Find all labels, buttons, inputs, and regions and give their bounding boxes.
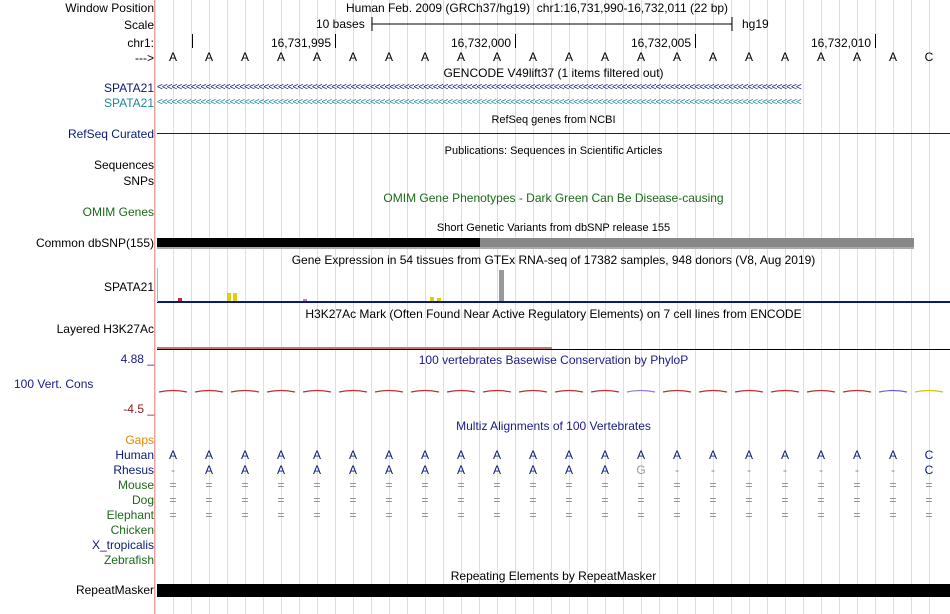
phylop-mark <box>159 391 187 393</box>
multiz-base: A <box>744 448 754 462</box>
chrom-tick-label: 16,732,010 <box>810 36 871 50</box>
multiz-base: = <box>781 493 789 507</box>
multiz-base: A <box>492 463 502 477</box>
multiz-base: A <box>528 448 538 462</box>
phylop-mark <box>411 391 439 393</box>
multiz-base: = <box>565 508 573 522</box>
phylop-mark <box>303 391 331 393</box>
multiz-base: - <box>711 463 715 477</box>
multiz-base: = <box>349 508 357 522</box>
multiz-base: A <box>816 448 826 462</box>
multiz-base: = <box>565 478 573 492</box>
multiz-base: = <box>745 493 753 507</box>
multiz-base: = <box>745 508 753 522</box>
multiz-base: A <box>708 448 718 462</box>
multiz-base: = <box>169 508 177 522</box>
base-letter[interactable]: A <box>708 50 718 64</box>
phylop-mark <box>879 391 907 393</box>
multiz-base: = <box>529 493 537 507</box>
gtex-bar[interactable] <box>437 298 441 301</box>
multiz-base: - <box>855 463 859 477</box>
multiz-base: A <box>492 448 502 462</box>
gencode-title: GENCODE V49lift37 (1 items filtered out) <box>443 66 664 80</box>
multiz-base: A <box>204 448 214 462</box>
base-letter[interactable]: A <box>600 50 610 64</box>
base-letter[interactable]: A <box>636 50 646 64</box>
base-letter[interactable]: A <box>816 50 826 64</box>
phylop-mark <box>735 391 763 393</box>
multiz-base: = <box>637 508 645 522</box>
multiz-base: = <box>349 478 357 492</box>
multiz-base: A <box>888 448 898 462</box>
base-letter[interactable]: A <box>384 50 394 64</box>
scale-label: Scale <box>123 18 154 32</box>
multiz-base: = <box>421 508 429 522</box>
multiz-base: = <box>817 478 825 492</box>
multiz-base: = <box>781 508 789 522</box>
multiz-base: = <box>529 508 537 522</box>
phylop-title: 100 vertebrates Basewise Conservation by PhyloP <box>418 353 689 367</box>
dbsnp-title: Short Genetic Variants from dbSNP release 155 <box>436 222 671 234</box>
refseq-title: RefSeq genes from NCBI <box>491 114 616 126</box>
gtex-bar[interactable] <box>303 299 307 301</box>
multiz-base: G <box>636 463 646 477</box>
base-letter[interactable]: A <box>888 50 898 64</box>
phylop-label[interactable]: 100 Vert. Cons <box>14 377 94 391</box>
phylop-mark <box>591 391 619 393</box>
multiz-base: = <box>529 478 537 492</box>
multiz-base: = <box>637 493 645 507</box>
chrom-label: chr1: <box>127 36 154 50</box>
refseq-track-line[interactable] <box>157 133 950 134</box>
h3k27ac-title: H3K27Ac Mark (Often Found Near Active Regulatory Elements) on 7 cell lines from ENCODE <box>305 307 802 321</box>
multiz-base: = <box>493 508 501 522</box>
phylop-mark <box>447 391 475 393</box>
multiz-base: = <box>889 493 897 507</box>
dbsnp-underline <box>157 247 914 249</box>
multiz-base: = <box>277 493 285 507</box>
assembly-name <box>346 1 728 15</box>
base-letter[interactable]: A <box>276 50 286 64</box>
gtex-bar[interactable] <box>233 293 237 301</box>
chrom-tick <box>695 34 696 48</box>
multiz-base: A <box>348 448 358 462</box>
multiz-base: A <box>276 463 286 477</box>
multiz-base: = <box>853 478 861 492</box>
multiz-base: A <box>420 463 430 477</box>
phylop-mark <box>375 391 403 393</box>
gtex-bar[interactable] <box>178 298 182 301</box>
multiz-base: A <box>456 463 466 477</box>
multiz-base: - <box>819 463 823 477</box>
multiz-base: = <box>745 478 753 492</box>
multiz-species-label[interactable]: Chicken <box>110 523 154 537</box>
multiz-base: = <box>457 508 465 522</box>
phylop-mark <box>195 391 223 393</box>
multiz-base: A <box>456 448 466 462</box>
base-letter[interactable]: A <box>168 50 178 64</box>
gtex-bar[interactable] <box>227 293 231 301</box>
multiz-base: A <box>600 448 610 462</box>
multiz-base: - <box>747 463 751 477</box>
base-letter[interactable]: A <box>204 50 214 64</box>
multiz-species-label[interactable]: X_tropicalis <box>91 538 154 552</box>
multiz-base: = <box>313 493 321 507</box>
multiz-base: A <box>312 448 322 462</box>
publications-snps-label[interactable]: SNPs <box>123 174 154 188</box>
multiz-base: = <box>277 478 285 492</box>
multiz-base: = <box>925 478 933 492</box>
multiz-base: = <box>709 493 717 507</box>
multiz-base: = <box>349 493 357 507</box>
multiz-base: = <box>169 493 177 507</box>
base-letter[interactable]: A <box>744 50 754 64</box>
multiz-base: = <box>241 493 249 507</box>
multiz-base: = <box>601 493 609 507</box>
multiz-base: C <box>924 448 934 462</box>
dbsnp-feature-bar-grey[interactable] <box>480 238 914 247</box>
multiz-base: = <box>709 508 717 522</box>
phylop-mark <box>555 391 583 393</box>
multiz-base: = <box>817 493 825 507</box>
base-letter[interactable]: A <box>564 50 574 64</box>
scale-text: 10 bases <box>316 17 365 31</box>
phylop-mark <box>267 391 295 393</box>
multiz-base: - <box>675 463 679 477</box>
multiz-base: = <box>277 508 285 522</box>
chrom-tick <box>515 34 516 48</box>
multiz-base: A <box>636 448 646 462</box>
multiz-base: A <box>780 448 790 462</box>
multiz-gaps-label[interactable]: Gaps <box>125 433 154 447</box>
grid-line <box>155 0 156 614</box>
h3k27ac-label[interactable]: Layered H3K27Ac <box>56 322 154 336</box>
phylop-mark <box>627 391 655 393</box>
chrom-tick <box>192 34 193 48</box>
multiz-base: A <box>420 448 430 462</box>
gencode-track-2[interactable]: <<<<<<<<<<<<<<<<<<<<<<<<<<<<<<<<<<<<<<<<<<<<<<<<<<<<<<<<<<<<<<<<<<<<<<<<<<<<<<<<<<<<<<<<<<<<<<<<<<<<<<<<<<<<<<<<<<<<<<<<<<<<<<<<<<<<< <box>157 97 801 108</box>
publications-sequences-label[interactable]: Sequences <box>93 158 154 172</box>
multiz-base: - <box>171 463 175 477</box>
base-letter[interactable]: A <box>492 50 502 64</box>
base-letter[interactable]: A <box>528 50 538 64</box>
multiz-base: = <box>457 493 465 507</box>
multiz-base: = <box>241 478 249 492</box>
multiz-species-label[interactable]: Mouse <box>117 478 154 492</box>
multiz-species-label[interactable]: Dog <box>131 493 154 507</box>
multiz-base: A <box>384 448 394 462</box>
multiz-base: A <box>240 448 250 462</box>
gtex-baseline <box>157 301 950 303</box>
chrom-tick <box>875 34 876 48</box>
phylop-mark <box>771 391 799 393</box>
multiz-base: A <box>672 448 682 462</box>
strand-label[interactable]: ---> <box>135 51 154 65</box>
chrom-tick-label: 16,732,000 <box>450 36 511 50</box>
gtex-bar[interactable] <box>430 297 434 301</box>
multiz-species-label[interactable]: Human <box>115 448 154 462</box>
multiz-species-label[interactable]: Rhesus <box>113 463 154 477</box>
multiz-base: = <box>673 478 681 492</box>
multiz-base: = <box>313 478 321 492</box>
chrom-tick-label: 16,731,995 <box>270 36 331 50</box>
phylop-mark <box>231 391 259 393</box>
phylop-mark <box>699 391 727 393</box>
scale-bar <box>370 17 738 33</box>
repeatmasker-label[interactable]: RepeatMasker <box>75 583 154 597</box>
multiz-base: A <box>528 463 538 477</box>
multiz-base: = <box>709 478 717 492</box>
multiz-base: = <box>169 478 177 492</box>
multiz-base: A <box>564 448 574 462</box>
phylop-max: 4.88 _ <box>120 352 154 366</box>
multiz-base: = <box>205 478 213 492</box>
phylop-min: -4.5 _ <box>123 402 154 416</box>
phylop-mark <box>843 391 871 393</box>
multiz-base: A <box>240 463 250 477</box>
multiz-base: A <box>204 463 214 477</box>
multiz-base: = <box>493 478 501 492</box>
phylop-mark <box>663 391 691 393</box>
assembly-text: Human Feb. 2009 (GRCh37/hg19) <box>346 1 531 15</box>
gencode-track-1-label[interactable]: SPATA21 <box>103 81 154 95</box>
multiz-base: = <box>673 508 681 522</box>
phylop-mark <box>807 391 835 393</box>
gtex-left-edge <box>157 268 158 302</box>
omim-title: OMIM Gene Phenotypes - Dark Green Can Be Disease-causing <box>383 191 724 205</box>
multiz-base: A <box>348 463 358 477</box>
multiz-base: = <box>457 478 465 492</box>
multiz-base: = <box>241 508 249 522</box>
multiz-base: = <box>205 493 213 507</box>
multiz-species-label[interactable]: Elephant <box>106 508 154 522</box>
multiz-base: A <box>312 463 322 477</box>
window-position-label: Window Position <box>65 1 154 15</box>
label-divider[interactable] <box>154 0 155 614</box>
refseq-label[interactable]: RefSeq Curated <box>67 127 154 141</box>
multiz-base: = <box>565 493 573 507</box>
multiz-base: = <box>385 478 393 492</box>
repeatmasker-feature[interactable] <box>157 584 950 597</box>
chrom-tick-label: 16,732,005 <box>630 36 691 50</box>
dbsnp-label[interactable]: Common dbSNP(155) <box>35 236 154 250</box>
multiz-species-label[interactable]: Zebrafish <box>103 553 154 567</box>
multiz-base: = <box>925 493 933 507</box>
multiz-base: = <box>889 478 897 492</box>
base-letter[interactable]: A <box>672 50 682 64</box>
multiz-base: = <box>853 493 861 507</box>
multiz-base: - <box>783 463 787 477</box>
base-letter[interactable]: A <box>240 50 250 64</box>
multiz-title: Multiz Alignments of 100 Vertebrates <box>456 419 651 433</box>
multiz-base: = <box>205 508 213 522</box>
h3k27ac-signal[interactable] <box>157 347 552 349</box>
multiz-base: - <box>891 463 895 477</box>
multiz-base: = <box>385 508 393 522</box>
h3k27ac-baseline <box>157 349 950 350</box>
multiz-base: A <box>852 448 862 462</box>
gtex-label[interactable]: SPATA21 <box>103 280 154 294</box>
multiz-base: A <box>384 463 394 477</box>
multiz-base: = <box>781 478 789 492</box>
multiz-base: = <box>889 508 897 522</box>
base-letter[interactable]: A <box>456 50 466 64</box>
base-letter[interactable]: C <box>924 50 934 64</box>
gencode-track-1[interactable]: <<<<<<<<<<<<<<<<<<<<<<<<<<<<<<<<<<<<<<<<<<<<<<<<<<<<<<<<<<<<<<<<<<<<<<<<<<<<<<<<<<<<<<<<<<<<<<<<<<<<<<<<<<<<<<<<<<<<<<<<<<<<<<<<<<<<< <box>157 82 801 93</box>
base-letter[interactable]: A <box>852 50 862 64</box>
multiz-base: = <box>817 508 825 522</box>
multiz-base: = <box>925 508 933 522</box>
base-letter[interactable]: A <box>348 50 358 64</box>
multiz-base: C <box>924 463 934 477</box>
multiz-base: = <box>421 493 429 507</box>
omim-label[interactable]: OMIM Genes <box>82 205 154 219</box>
base-letter[interactable]: A <box>420 50 430 64</box>
multiz-base: = <box>853 508 861 522</box>
multiz-base: A <box>168 448 178 462</box>
multiz-base: = <box>313 508 321 522</box>
phylop-wiggle[interactable] <box>157 380 950 404</box>
base-letter[interactable]: A <box>312 50 322 64</box>
base-letter[interactable]: A <box>780 50 790 64</box>
phylop-mark <box>915 391 943 393</box>
multiz-base: = <box>421 478 429 492</box>
gtex-title: Gene Expression in 54 tissues from GTEx RNA-seq of 17382 samples, 948 donors (V8, Aug 2019) <box>291 253 816 267</box>
multiz-base: = <box>601 508 609 522</box>
phylop-mark <box>339 391 367 393</box>
chrom-tick <box>335 34 336 48</box>
multiz-base: = <box>601 478 609 492</box>
publications-title: Publications: Sequences in Scientific Articles <box>444 145 663 157</box>
multiz-base: = <box>673 493 681 507</box>
phylop-mark <box>519 391 547 393</box>
scale-genome: hg19 <box>742 17 769 31</box>
multiz-base: = <box>385 493 393 507</box>
multiz-base: A <box>276 448 286 462</box>
multiz-base: A <box>564 463 574 477</box>
multiz-base: = <box>637 478 645 492</box>
repeatmasker-title: Repeating Elements by RepeatMasker <box>450 569 657 583</box>
multiz-base: A <box>600 463 610 477</box>
phylop-mark <box>483 391 511 393</box>
position-range[interactable]: chr1:16,731,990-16,732,011 (22 bp) <box>536 1 729 15</box>
gtex-bar[interactable] <box>499 270 504 301</box>
gencode-track-2-label[interactable]: SPATA21 <box>103 96 154 110</box>
multiz-base: = <box>493 493 501 507</box>
